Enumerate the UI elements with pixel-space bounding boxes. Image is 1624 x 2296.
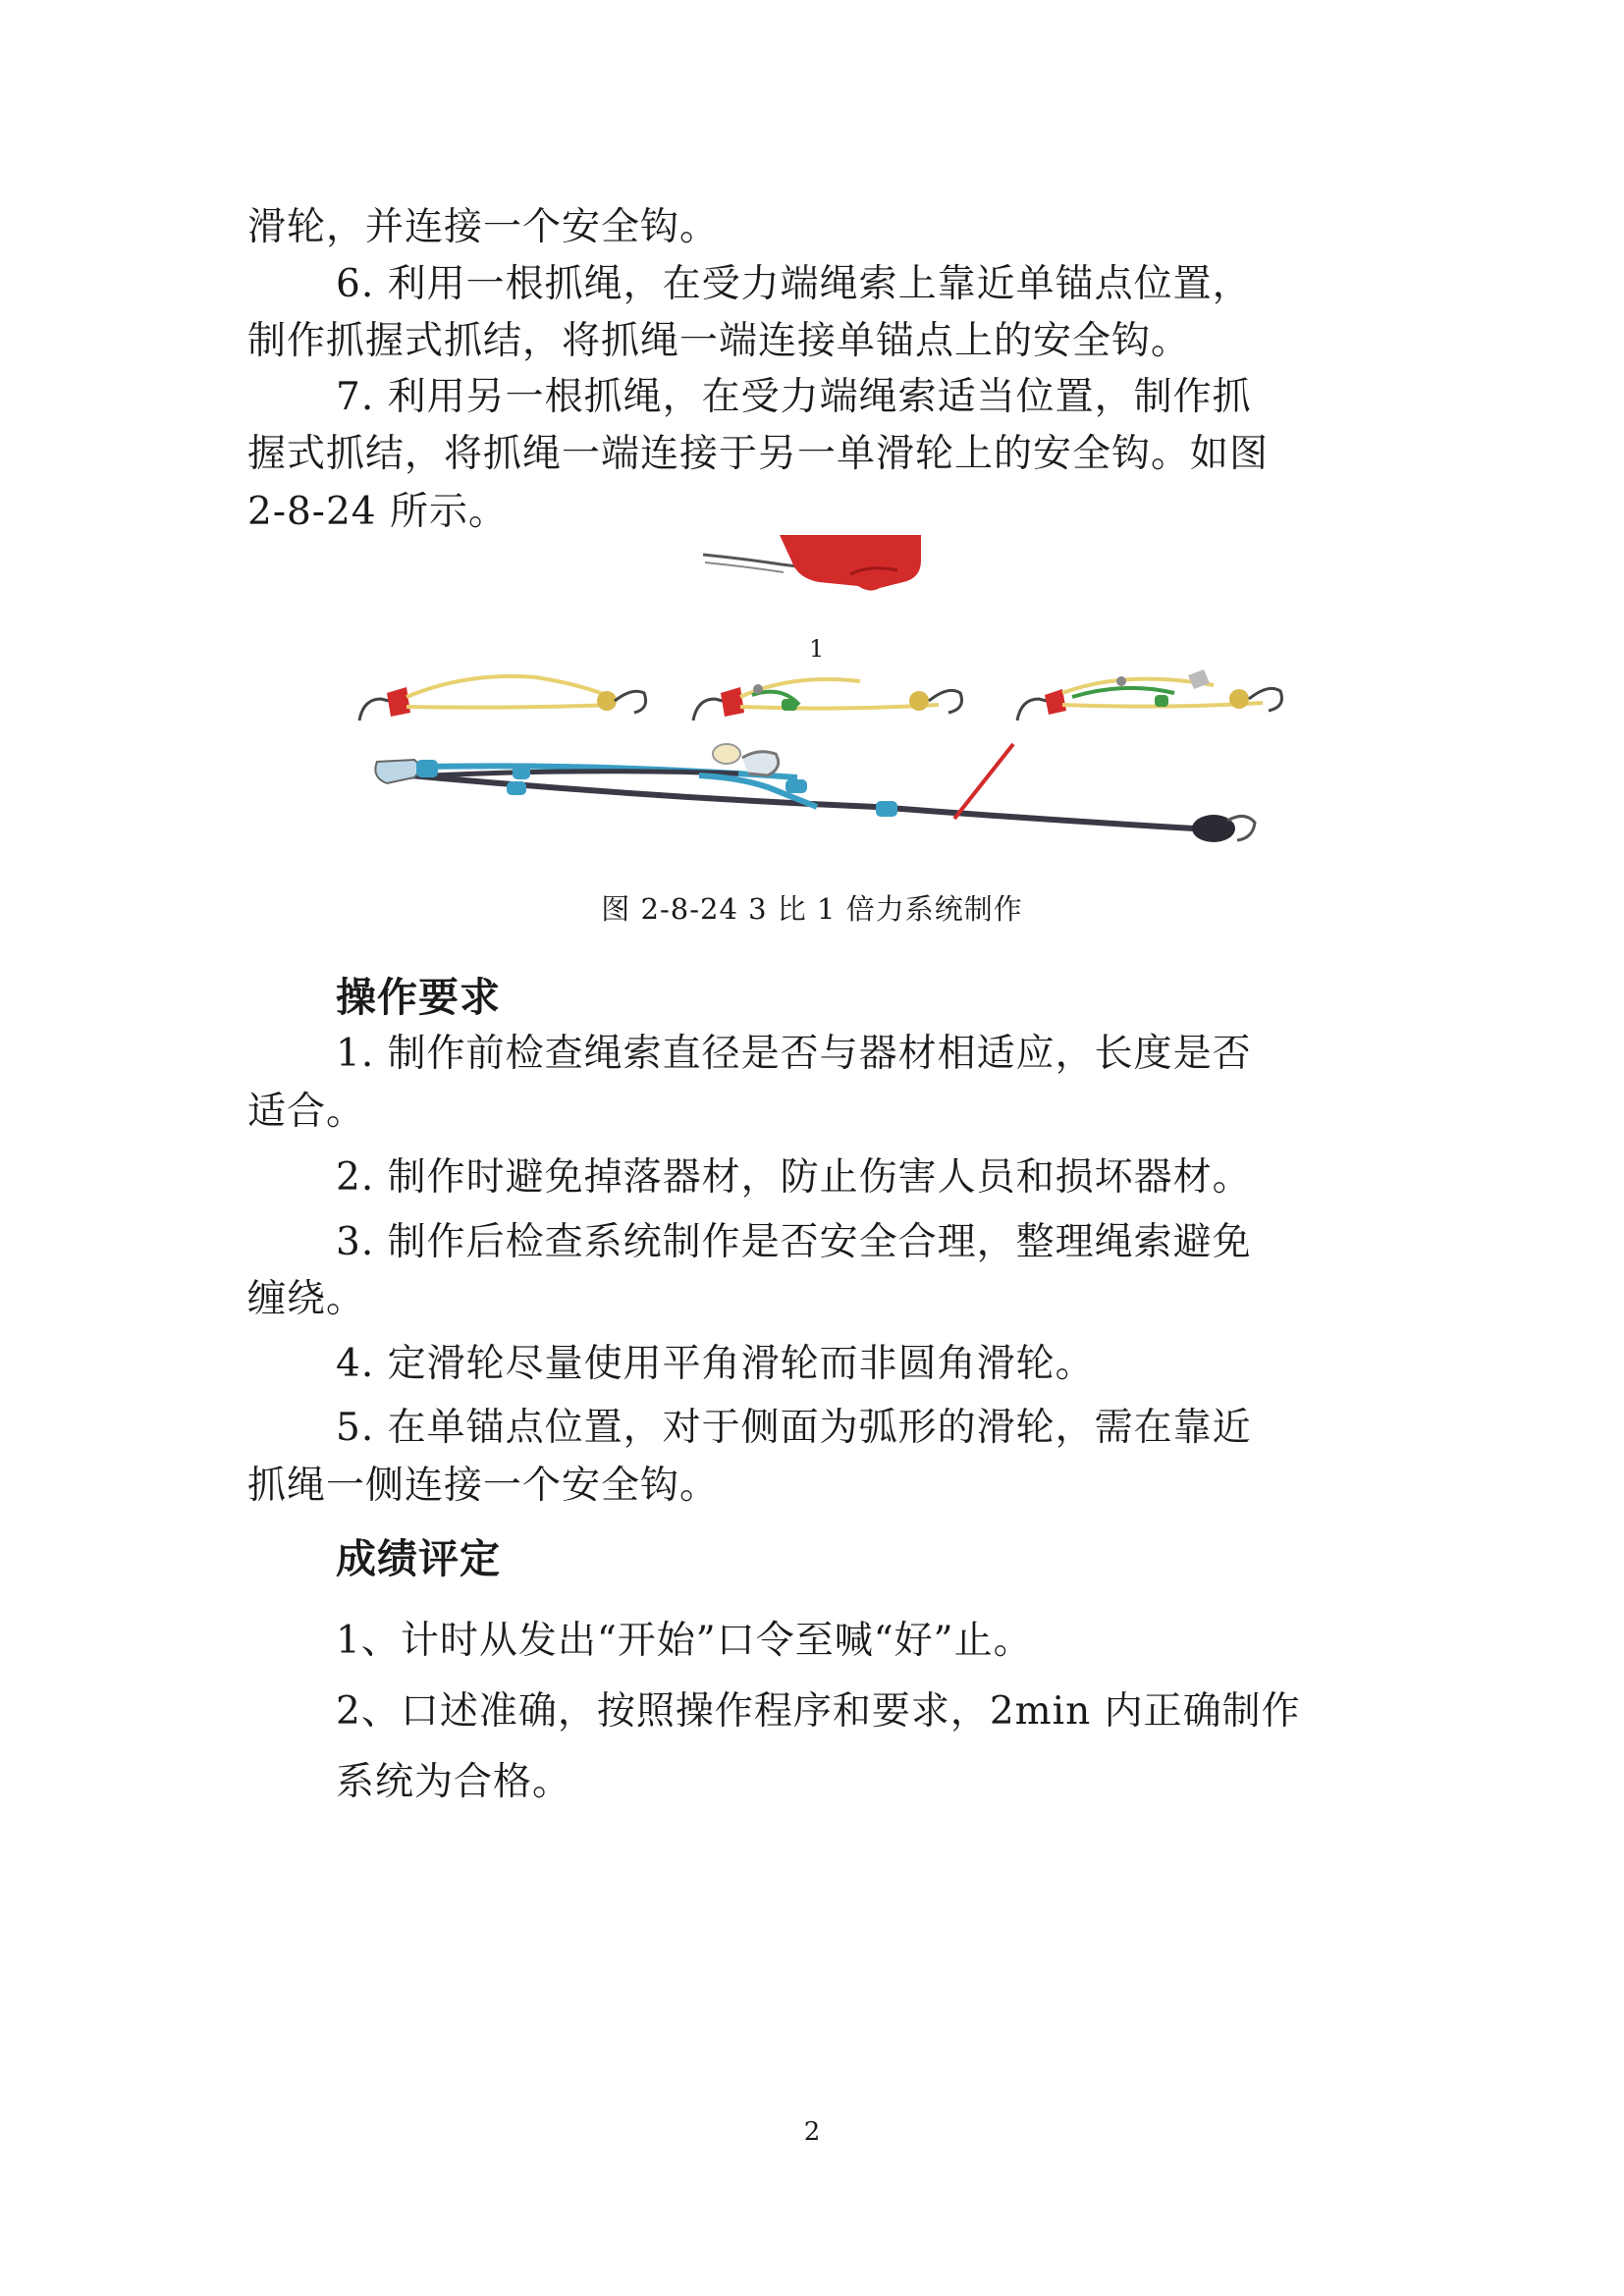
requirement-1-line-1: 1. 制作前检查绳索直径是否与器材相适应，长度是否 bbox=[336, 1032, 1252, 1076]
requirement-3-line-1: 3. 制作后检查系统制作是否安全合理，整理绳索避免 bbox=[336, 1220, 1252, 1264]
figure-main-system bbox=[365, 738, 1288, 860]
requirement-3-line-2: 缠绕。 bbox=[247, 1277, 366, 1321]
rope-knot bbox=[909, 691, 929, 711]
yellow-rope bbox=[740, 705, 939, 709]
red-pulley-icon bbox=[721, 687, 744, 717]
rope-knot bbox=[597, 691, 617, 711]
requirements-heading: 操作要求 bbox=[336, 974, 501, 1021]
red-indicator-line bbox=[954, 744, 1013, 819]
assessment-heading: 成绩评定 bbox=[336, 1535, 501, 1582]
rope-wrap bbox=[876, 801, 897, 817]
requirement-4-line-1: 4. 定滑轮尽量使用平角滑轮而非圆角滑轮。 bbox=[336, 1342, 1095, 1386]
red-pulley-icon bbox=[387, 687, 410, 717]
page-number: 2 bbox=[803, 2117, 821, 2147]
carabiner-icon bbox=[929, 690, 962, 713]
figure-caption: 图 2-8-24 3 比 1 倍力系统制作 bbox=[601, 892, 1023, 926]
prusik-knot bbox=[782, 699, 797, 711]
figure-label: 1 bbox=[809, 635, 825, 663]
carabiner-icon bbox=[1017, 699, 1047, 721]
requirement-1-line-2: 适合。 bbox=[247, 1090, 366, 1134]
small-pulley bbox=[1116, 676, 1126, 686]
carabiner-icon bbox=[375, 760, 419, 783]
sequence-panel-1 bbox=[359, 676, 646, 721]
rope-wrap bbox=[416, 760, 438, 777]
assessment-2-line-2: 系统为合格。 bbox=[336, 1760, 572, 1804]
prusik-knot bbox=[1155, 695, 1168, 707]
yellow-rope bbox=[406, 705, 615, 708]
continued-line: 滑轮，并连接一个安全钩。 bbox=[247, 205, 720, 249]
sequence-panel-2 bbox=[693, 679, 962, 721]
pulley-icon bbox=[713, 744, 740, 764]
requirement-5-line-1: 5. 在单锚点位置，对于侧面为弧形的滑轮，需在靠近 bbox=[336, 1406, 1252, 1450]
carabiner-icon bbox=[615, 691, 646, 713]
requirement-5-line-2: 抓绳一侧连接一个安全钩。 bbox=[247, 1464, 720, 1508]
carabiner-icon bbox=[742, 752, 779, 775]
assessment-1-line-1: 1、计时从发出“开始”口令至喊“好”止。 bbox=[336, 1619, 1033, 1663]
carabiner-icon bbox=[693, 699, 723, 721]
red-pulley-device bbox=[780, 535, 921, 591]
small-pulley bbox=[753, 684, 763, 694]
step-7-line-2: 握式抓结，将抓绳一端连接于另一单滑轮上的安全钩。如图 bbox=[247, 432, 1270, 476]
step-7-line-1: 7. 利用另一根抓绳，在受力端绳索适当位置，制作抓 bbox=[336, 375, 1252, 419]
carabiner-icon bbox=[359, 699, 389, 721]
figure-top-fragment bbox=[703, 535, 929, 596]
rope-wrap bbox=[513, 764, 530, 779]
sequence-panel-3 bbox=[1017, 669, 1282, 721]
step-6-line-1: 6. 利用一根抓绳，在受力端绳索上靠近单锚点位置， bbox=[336, 262, 1252, 306]
rope-wrap bbox=[785, 779, 807, 793]
requirement-2-line-1: 2. 制作时避免掉落器材，防止伤害人员和损坏器材。 bbox=[336, 1155, 1252, 1200]
step-6-line-2: 制作抓握式抓结，将抓绳一端连接单锚点上的安全钩。 bbox=[247, 319, 1191, 363]
assessment-2-line-1: 2、口述准确，按照操作程序和要求，2min 内正确制作 bbox=[336, 1689, 1301, 1734]
rope-knot bbox=[1229, 689, 1249, 709]
dark-rope bbox=[395, 772, 738, 777]
step-7-line-3: 2-8-24 所示。 bbox=[247, 490, 509, 534]
rope-wrap bbox=[507, 781, 526, 795]
yellow-rope bbox=[406, 676, 615, 699]
carabiner-icon bbox=[1249, 688, 1282, 711]
carabiner-icon bbox=[1188, 669, 1210, 689]
